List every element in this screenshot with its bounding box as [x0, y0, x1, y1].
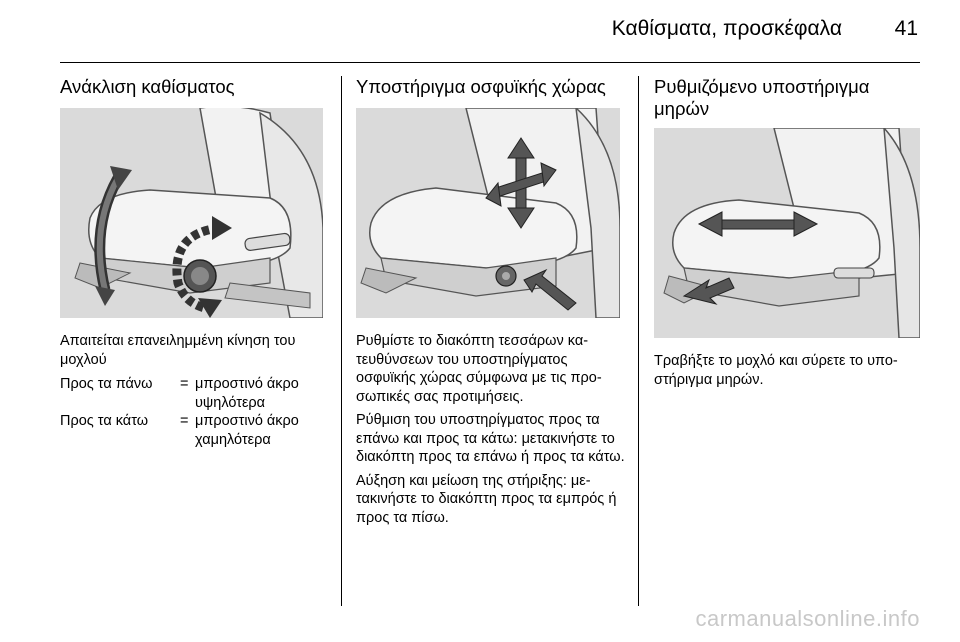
table-value: μπροστινό άκρο: [195, 413, 299, 429]
table-value-cont: χαμηλότερα: [195, 431, 271, 448]
table-row: [60, 412, 335, 449]
section-heading: Ανάκλιση καθίσματος: [60, 76, 235, 97]
table-label: Προς τα κάτω: [60, 413, 149, 429]
paragraph: Ρύθμιση του υποστηρίγματος προς τα επάνω και προς τα κάτω: μετακινήστε το διακόπτη προς τα επάνω ή προς τα κάτω.: [356, 412, 625, 465]
section-thigh-support: [654, 76, 924, 120]
table-row: [60, 375, 335, 412]
lumbar-support-text: [356, 332, 628, 527]
table-sep: =: [180, 376, 189, 392]
paragraph: Αύξηση και μείωση της στήριξης: με-τακινήστε το διακόπτη προς τα εμπρός ή προς τα πίσω.: [356, 472, 617, 526]
section-heading: Υποστήριγμα οσφυϊκής χώρας: [356, 76, 606, 97]
paragraph: Ρυθμίστε το διακόπτη τεσσάρων κα-τευθύνσεων του υποστηρίγματος οσφυϊκής χώρας σύμφωνα με τις προ-σωπικές σας προτιμήσεις.: [356, 333, 602, 405]
section-lumbar-support: [356, 76, 628, 98]
thigh-support-illustration: [654, 128, 920, 338]
page-header-title: Καθίσματα, προσκέφαλα: [611, 17, 842, 40]
seat-tilt-illustration: [60, 108, 323, 318]
seat-tilt-instruction: Απαιτείται επανειλημμένη κίνηση του μοχλού: [60, 333, 296, 368]
watermark: carmanualsonline.info: [695, 606, 920, 631]
section-heading: Ρυθμιζόμενο υποστήριγμα μηρών: [654, 76, 870, 119]
column-divider-1: [341, 76, 342, 606]
table-label: Προς τα πάνω: [60, 376, 153, 392]
table-sep: =: [180, 413, 189, 429]
page-number: 41: [894, 17, 918, 40]
table-value: μπροστινό άκρο: [195, 376, 299, 392]
lumbar-support-illustration: [356, 108, 620, 318]
seat-tilt-table: [60, 375, 335, 449]
section-seat-tilt: [60, 76, 330, 98]
table-value-cont: υψηλότερα: [195, 394, 266, 411]
header-divider: [60, 62, 920, 63]
column-divider-2: [638, 76, 639, 606]
thigh-support-instruction: Τραβήξτε το μοχλό και σύρετε το υπο-στήριγμα μηρών.: [654, 353, 898, 388]
